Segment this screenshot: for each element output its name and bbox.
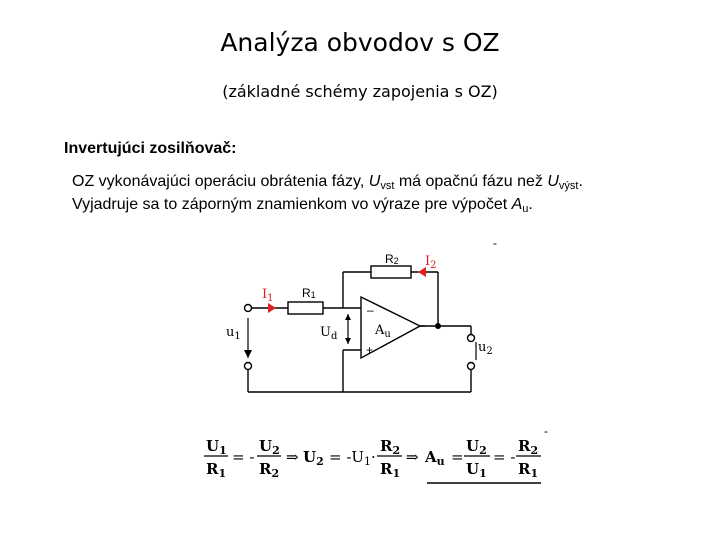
frac2-num: $U_2$	[259, 437, 280, 457]
ud-label: $U_d$	[320, 325, 338, 342]
u-vyst-symbol: U	[547, 173, 559, 190]
plus-input-label: +	[366, 343, 374, 357]
line1-text-a: OZ vykonávajúci operáciu obrátenia fázy,	[72, 173, 369, 190]
frac2-den: $R_2$	[259, 460, 280, 480]
a-u-subscript: u	[522, 203, 529, 215]
i1-label: $I_1$	[262, 287, 274, 304]
frac3-num: $R_2$	[380, 437, 401, 457]
output-terminal-bottom	[468, 363, 475, 370]
stray-dash-mark: -	[493, 236, 497, 250]
u2-lhs: $U_2$	[303, 448, 324, 468]
line1-text-c: .	[578, 173, 583, 190]
au-lhs: $A_u$	[425, 448, 445, 468]
ud-arrowhead-down	[345, 338, 351, 344]
eq3: =	[451, 448, 464, 466]
stray-dash-mark-2: -	[544, 424, 548, 438]
frac4-den: $U_1$	[466, 460, 487, 480]
slide-subtitle: (základné schémy zapojenia s OZ)	[222, 82, 498, 101]
eq2: = $-U_1\cdot$	[329, 448, 376, 468]
eq4: = -	[493, 448, 516, 466]
implies-arrow-2: ⇒	[406, 448, 419, 466]
section-heading: Invertujúci zosilňovač:	[64, 140, 237, 157]
slide-title: Analýza obvodov s OZ	[220, 28, 500, 57]
u1-arrowhead	[244, 350, 252, 358]
line2-text-a: Vyjadruje sa to záporným znamienkom vo výraze pre výpočet	[72, 196, 512, 213]
input-terminal-top	[245, 305, 252, 312]
r1-label: R1	[302, 286, 316, 300]
frac4-num: $U_2$	[466, 437, 487, 457]
formula	[204, 437, 541, 480]
ud-arrowhead-up	[345, 314, 351, 320]
resistor-r2	[371, 266, 411, 278]
r2-label: R2	[385, 252, 399, 266]
frac5-num: $R_2$	[518, 437, 539, 457]
i2-label: $I_2$	[425, 254, 437, 271]
frac3-den: $R_1$	[380, 460, 401, 480]
u-vyst-subscript: výst	[558, 180, 579, 192]
u2-label: $u_2$	[478, 340, 493, 357]
au-label: $A_u$	[375, 323, 391, 340]
output-node	[435, 323, 441, 329]
input-terminal-bottom	[245, 363, 252, 370]
minus-input-label: –	[367, 303, 374, 317]
line2-text-b: .	[528, 196, 533, 213]
a-u-symbol: A	[511, 196, 523, 213]
frac1-den: $R_1$	[206, 460, 227, 480]
u-vst-subscript: vst	[380, 180, 395, 192]
resistor-r1	[288, 302, 323, 314]
frac1-num: $U_1$	[206, 437, 227, 457]
u1-label: $u_1$	[226, 325, 241, 342]
frac5-den: $R_1$	[518, 460, 539, 480]
output-terminal-top	[468, 335, 475, 342]
circuit-wires	[248, 272, 471, 392]
implies-arrow-1: ⇒	[286, 448, 299, 466]
line1-text-b: má opačnú fázu než	[394, 173, 548, 190]
eq1: = -	[232, 448, 255, 466]
u-vst-symbol: U	[368, 173, 381, 190]
i1-current-arrowhead	[268, 303, 276, 313]
